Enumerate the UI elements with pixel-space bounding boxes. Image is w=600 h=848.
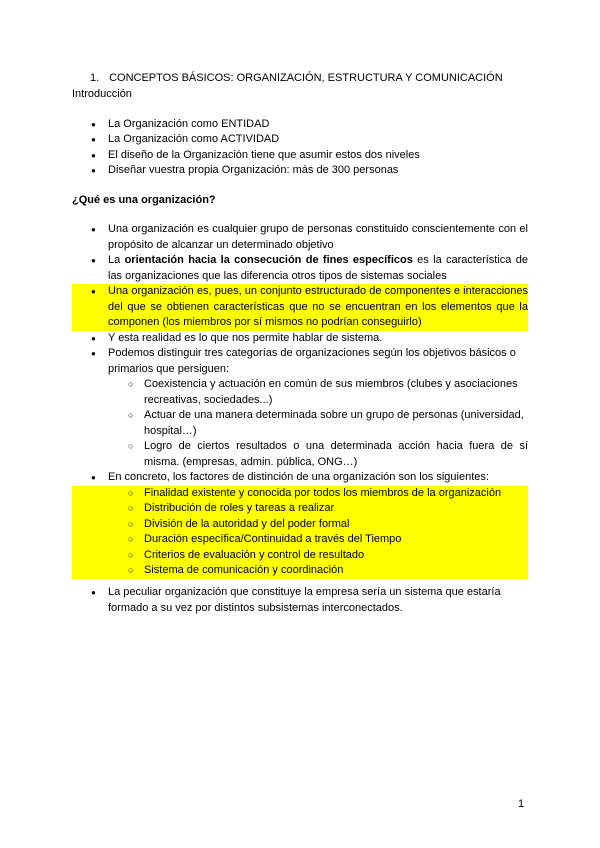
bullet-system: ● Y esta realidad es lo que nos permite hablar de sistema.: [72, 331, 528, 347]
subheading: Introducción: [72, 88, 132, 100]
bullet-orientation-pre: La: [108, 254, 125, 266]
factor-item: ○ División de la autoridad y del poder formal: [72, 517, 528, 533]
closing-bullet-list: [72, 585, 528, 616]
bullet-orientation: [72, 253, 528, 284]
category-item: ○ Actuar de una manera determinada sobre un grupo de personas (universidad, hospital…): [72, 408, 528, 439]
factor-item: ○ Criterios de evaluación y control de resultado: [72, 548, 528, 564]
factor-item: ○ Duración específica/Continuidad a través del Tiempo: [72, 532, 528, 548]
factor-item: ○ Distribución de roles y tareas a realizar: [72, 501, 528, 517]
factor-item: ○ Sistema de comunicación y coordinación: [72, 563, 528, 579]
section-heading-text: CONCEPTOS BÁSICOS: ORGANIZACIÓN, ESTRUCTURA Y COMUNICACIÓN: [109, 72, 503, 84]
bullet-highlighted-structure: ● Una organización es, pues, un conjunto estructurado de componentes e interacciones del que se obtienen características que no se encuentran en los elementos que la componen (los miembros por sí mismos no podrían conseguirlo): [72, 284, 528, 331]
section-heading: [90, 72, 503, 84]
intro-bullet: ● El diseño de la Organización tiene que asumir estos dos niveles: [72, 148, 528, 163]
bullet-definition: ● Una organización es cualquier grupo de personas constituido conscientemente con el propósito de alcanzar un determinado objetivo: [72, 222, 528, 253]
question-heading: ¿Qué es una organización?: [72, 194, 216, 206]
category-item: ○ Coexistencia y actuación en común de sus miembros (clubes y asociaciones recreativas, sociedades...): [72, 377, 528, 408]
category-item: ○ Logro de ciertos resultados o una determinada acción hacia fuera de sí misma. (empresas, admin. pública, ONG…): [72, 439, 528, 470]
section-heading-number: 1.: [90, 72, 100, 84]
intro-bullet-list: [72, 117, 528, 178]
bullet-orientation-post: es la característica de las organizaciones que las diferencia otros tipos de sistemas sociales: [108, 254, 528, 282]
definition-bullet-list: [72, 222, 528, 579]
intro-bullet: ● La Organización como ENTIDAD: [72, 117, 528, 132]
page-number: 1: [518, 798, 525, 810]
bullet-orientation-bold: orientación hacia la consecución de fines específicos: [124, 254, 413, 266]
factor-item: ○ Finalidad existente y conocida por todos los miembros de la organización: [72, 486, 528, 502]
bullet-company-system: ● La peculiar organización que constituye la empresa sería un sistema que estaría formado a su vez por distintos subsistemas interconectados.: [72, 585, 528, 616]
bullet-factors: ● En concreto, los factores de distinción de una organización son los siguientes:: [72, 470, 528, 486]
bullet-categories: ● Podemos distinguir tres categorías de organizaciones según los objetivos básicos o primarios que persiguen:: [72, 346, 528, 377]
intro-bullet: ● La Organización como ACTIVIDAD: [72, 132, 528, 147]
intro-bullet: ● Diseñar vuestra propia Organización: más de 300 personas: [72, 163, 528, 178]
